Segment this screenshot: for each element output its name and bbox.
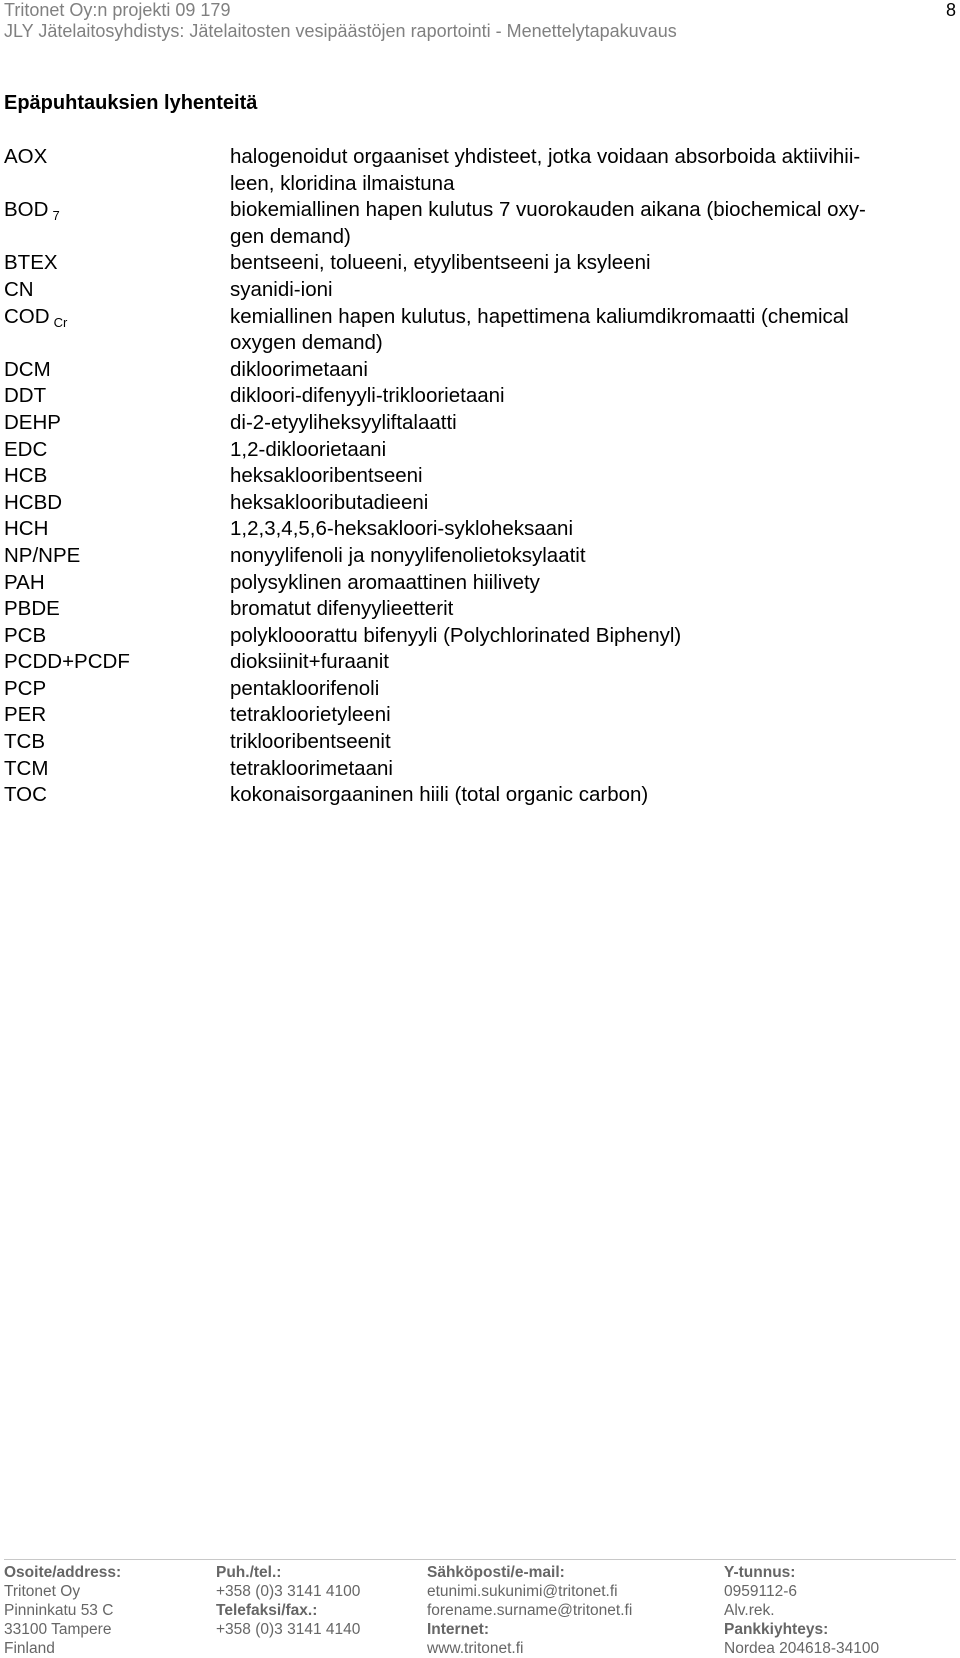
abbreviation-term-text: PER [4, 703, 47, 727]
abbreviation-term [4, 357, 230, 384]
definition-line: bentseeni, tolueeni, etyylibentseeni ja ksyleeni [230, 251, 651, 275]
abbreviation-row [4, 463, 956, 490]
page-header [4, 0, 956, 42]
definition-line: dioksiinit+furaanit [230, 650, 389, 674]
footer-phone-label: Puh./tel.: [216, 1564, 282, 1581]
footer-email-label: Sähköposti/e-mail: [427, 1564, 565, 1581]
definition-line: pentakloorifenoli [230, 676, 380, 700]
footer-bank: Nordea 204618-34100 [724, 1640, 880, 1657]
abbreviation-row [4, 649, 956, 676]
definition-line: halogenoidut orgaaniset yhdisteet, jotka voidaan absorboida aktiivihii- [230, 145, 861, 168]
abbreviation-definition [230, 437, 956, 464]
abbreviation-row [4, 756, 956, 783]
abbreviation-row [4, 277, 956, 304]
footer-address-line: Pinninkatu 53 C [4, 1602, 114, 1619]
abbreviation-term [4, 197, 230, 250]
footer-divider [4, 1559, 956, 1560]
abbreviation-term [4, 144, 230, 197]
abbreviation-term-text: NP/NPE [4, 543, 81, 567]
page-footer [0, 1563, 960, 1657]
footer-address-line: 33100 Tampere [4, 1621, 112, 1638]
abbreviation-term [4, 702, 230, 729]
footer-vat: Alv.rek. [724, 1602, 775, 1619]
abbreviation-row [4, 144, 956, 197]
definition-line: tetrakloorimetaani [230, 756, 393, 780]
abbreviation-row [4, 197, 956, 250]
definition-line: kokonaisorgaaninen hiili (total organic carbon) [230, 783, 649, 807]
abbreviation-definition [230, 702, 956, 729]
abbreviation-definition [230, 570, 956, 597]
abbreviation-term-text: TCB [4, 730, 45, 754]
footer-phone [216, 1563, 360, 1639]
abbreviation-definition [230, 676, 956, 703]
abbreviation-definition [230, 383, 956, 410]
definition-line: kemiallinen hapen kulutus, hapettimena kaliumdikromaatti (chemical [230, 304, 849, 328]
abbreviation-term-text: AOX [4, 145, 48, 168]
definition-line: nonyylifenoli ja nonyylifenolietoksylaatit [230, 543, 586, 567]
abbreviation-term-text: COD [4, 304, 50, 328]
abbreviation-term [4, 304, 230, 357]
abbreviation-term-text: TOC [4, 783, 47, 807]
definition-line: 1,2,3,4,5,6-heksakloori-sykloheksaani [230, 517, 573, 541]
definition-line: tetrakloorietyleeni [230, 703, 391, 727]
abbreviation-row [4, 543, 956, 570]
abbreviation-row [4, 410, 956, 437]
abbreviation-row [4, 782, 956, 809]
abbreviation-row [4, 702, 956, 729]
abbreviation-term [4, 516, 230, 543]
abbreviation-definition [230, 596, 956, 623]
abbreviation-term [4, 623, 230, 650]
abbreviation-term [4, 782, 230, 809]
abbreviation-term [4, 250, 230, 277]
abbreviation-term-text: PCP [4, 676, 47, 700]
abbreviation-term-text: DCM [4, 357, 51, 381]
abbreviation-term-text: PCB [4, 623, 47, 647]
abbreviation-definition [230, 250, 956, 277]
abbreviation-term-text: TCM [4, 756, 49, 780]
footer-bank-label: Pankkiyhteys: [724, 1621, 829, 1638]
definition-line: di-2-etyyliheksyyliftalaatti [230, 410, 457, 434]
abbreviation-term [4, 463, 230, 490]
abbreviation-term [4, 410, 230, 437]
abbreviation-definition [230, 729, 956, 756]
definition-line: dikloorimetaani [230, 357, 368, 381]
footer-address-line: Tritonet Oy [4, 1583, 81, 1600]
definition-line: gen demand) [230, 224, 351, 248]
abbreviation-definition [230, 782, 956, 809]
abbreviation-term [4, 756, 230, 783]
abbreviation-definition [230, 623, 956, 650]
abbreviation-term-text: EDC [4, 437, 48, 461]
abbreviation-term [4, 596, 230, 623]
abbreviation-term [4, 543, 230, 570]
abbreviation-term [4, 277, 230, 304]
header-project: Tritonet Oy:n projekti 09 179 [4, 0, 231, 20]
abbreviation-term-text: DDT [4, 384, 47, 408]
abbreviation-term [4, 676, 230, 703]
abbreviation-row [4, 490, 956, 517]
abbreviation-term [4, 729, 230, 756]
footer-internet-label: Internet: [427, 1621, 489, 1638]
abbreviation-row [4, 596, 956, 623]
footer-address-line: Finland [4, 1640, 55, 1657]
abbreviation-row [4, 357, 956, 384]
abbreviation-row [4, 437, 956, 464]
footer-address [4, 1563, 121, 1658]
abbreviation-definition [230, 463, 956, 490]
definition-line: heksaklooributadieeni [230, 490, 429, 514]
footer-fax-number: +358 (0)3 3141 4140 [216, 1621, 361, 1638]
definition-line: leen, kloridina ilmaistuna [230, 171, 455, 195]
abbreviation-row [4, 383, 956, 410]
definition-line: bromatut difenyylieetterit [230, 597, 454, 621]
abbreviation-term-text: HCB [4, 464, 48, 488]
abbreviation-term [4, 437, 230, 464]
abbreviation-term [4, 649, 230, 676]
footer-email-line: forename.surname@tritonet.fi [427, 1602, 633, 1619]
abbreviation-definition [230, 357, 956, 384]
definition-line: 1,2-dikloorietaani [230, 437, 387, 461]
header-document-title: JLY Jätelaitosyhdistys: Jätelaitosten vesipäästöjen raportointi - Menettelytapakuvaus [4, 21, 677, 41]
abbreviation-list [4, 144, 956, 809]
footer-phone-number: +358 (0)3 3141 4100 [216, 1583, 361, 1600]
footer-email [427, 1563, 632, 1658]
abbreviation-subscript: 7 [52, 208, 60, 224]
definition-line: triklooribentseenit [230, 730, 391, 754]
definition-line: biokemiallinen hapen kulutus 7 vuorokauden aikana (biochemical oxy- [230, 198, 866, 222]
abbreviation-term-text: BTEX [4, 251, 58, 275]
abbreviation-row [4, 304, 956, 357]
abbreviation-term-text: HCH [4, 517, 49, 541]
abbreviation-definition [230, 649, 956, 676]
abbreviation-term-text: CN [4, 277, 34, 301]
abbreviation-subscript: Cr [53, 314, 68, 330]
abbreviation-term-text: PCDD+PCDF [4, 650, 130, 674]
abbreviation-term-text: HCBD [4, 490, 63, 514]
footer-website: www.tritonet.fi [427, 1640, 524, 1657]
footer-business-id-label: Y-tunnus: [724, 1564, 796, 1581]
abbreviation-row [4, 729, 956, 756]
abbreviation-definition [230, 144, 956, 197]
abbreviation-term [4, 383, 230, 410]
abbreviation-definition [230, 516, 956, 543]
abbreviation-term [4, 490, 230, 517]
section-title: Epäpuhtauksien lyhenteitä [4, 92, 258, 114]
abbreviation-term-text: BOD [4, 198, 49, 222]
abbreviation-definition [230, 543, 956, 570]
definition-line: oxygen demand) [230, 331, 383, 355]
footer-address-label: Osoite/address: [4, 1564, 122, 1581]
definition-line: syanidi-ioni [230, 277, 333, 301]
definition-line: dikloori-difenyyli-trikloorietaani [230, 384, 505, 408]
abbreviation-definition [230, 756, 956, 783]
definition-line: heksaklooribentseeni [230, 464, 423, 488]
abbreviation-row [4, 623, 956, 650]
footer-fax-label: Telefaksi/fax.: [216, 1602, 318, 1619]
abbreviation-term [4, 570, 230, 597]
abbreviation-definition [230, 197, 956, 250]
footer-business-id: 0959112-6 [724, 1583, 797, 1600]
definition-line: polysyklinen aromaattinen hiilivety [230, 570, 540, 594]
abbreviation-term-text: DEHP [4, 410, 61, 434]
definition-line: polyklooorattu bifenyyli (Polychlorinated Biphenyl) [230, 623, 682, 647]
abbreviation-term-text: PAH [4, 570, 45, 594]
abbreviation-row [4, 570, 956, 597]
abbreviation-definition [230, 304, 956, 357]
footer-company [724, 1563, 879, 1658]
abbreviation-row [4, 516, 956, 543]
abbreviation-definition [230, 490, 956, 517]
abbreviation-row [4, 250, 956, 277]
footer-email-line: etunimi.sukunimi@tritonet.fi [427, 1583, 618, 1600]
abbreviation-row [4, 676, 956, 703]
abbreviation-definition [230, 277, 956, 304]
page-number: 8 [945, 0, 956, 20]
abbreviation-term-text: PBDE [4, 597, 60, 621]
abbreviation-definition [230, 410, 956, 437]
